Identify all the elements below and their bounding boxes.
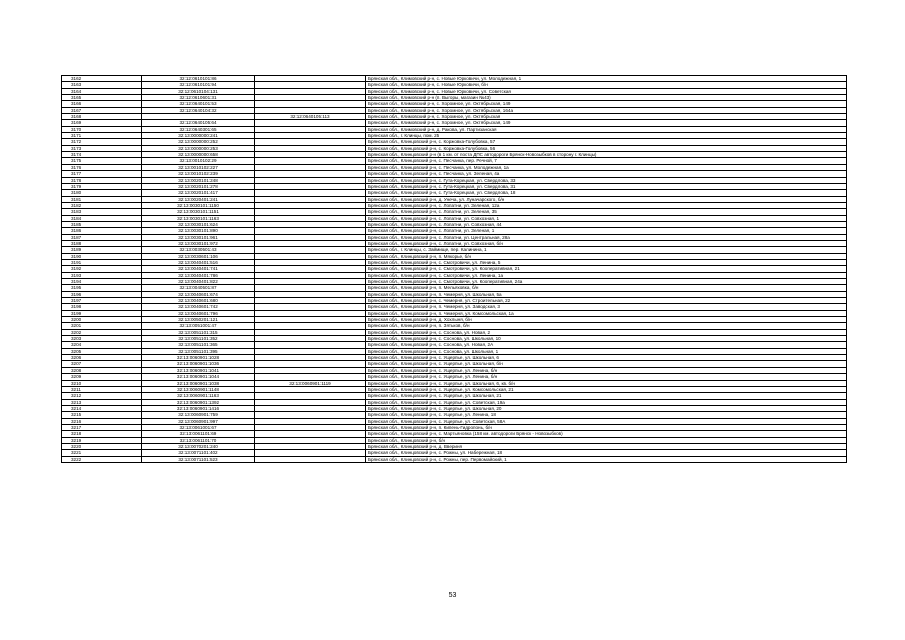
- cadastral-number-cell: 32:13:0030101:1163: [142, 215, 255, 221]
- address-cell: Брянская обл., Клинцовский р-н, п. Кипень-Гидропонь, б/н: [366, 424, 847, 430]
- address-cell: Брянская обл., Клинцовский р-н, п. Мякорье, б/н: [366, 253, 847, 259]
- row-index-cell: 3177: [62, 171, 142, 177]
- cadastral-number-cell: 32:13:0060901:1038: [142, 380, 255, 386]
- row-index-cell: 3172: [62, 139, 142, 145]
- row-index-cell: 3176: [62, 164, 142, 170]
- cadastral-number-cell: 32:13:0051101:315: [142, 329, 255, 335]
- row-index-cell: 3171: [62, 133, 142, 139]
- address-cell: Брянская обл., Клинцовский р-н, с. Ущерпье, ул. Советская, 58А: [366, 418, 847, 424]
- cadastral-number-cell: 32:13:0010102:239: [142, 171, 255, 177]
- cadastral-number-cell: 32:13:0051101:365: [142, 342, 255, 348]
- row-index-cell: 3163: [62, 82, 142, 88]
- row-index-cell: 3214: [62, 405, 142, 411]
- address-cell: Брянская обл., Клинцовский р-н, с. Ущерпье, ул. Ленина, б/н: [366, 367, 847, 373]
- cadastral-number-cell: 32:13:0030501:43: [142, 247, 255, 253]
- row-index-cell: 3212: [62, 393, 142, 399]
- cadastral-number-cell: 32:13:0020101:278: [142, 183, 255, 189]
- address-cell: Брянская обл., Клинцовский р-н, с. Гута-Корецкая, ул. Свердлова, 31: [366, 183, 847, 189]
- row-index-cell: 3207: [62, 361, 142, 367]
- cadastral-number-cell: 32:13:0020101:248: [142, 177, 255, 183]
- cadastral-number-cell: 32:13:0030101:961: [142, 234, 255, 240]
- row-index-cell: 3187: [62, 234, 142, 240]
- cadastral-number-cell: 32:13:0040601:796: [142, 310, 255, 316]
- address-cell: Брянская обл., Климовский р-н, с. Новые Юрковичи, б/н: [366, 82, 847, 88]
- address-cell: Брянская обл., г. Клинцы, с. Займище, пер. Калинина, 1: [366, 247, 847, 253]
- row-index-cell: 3191: [62, 259, 142, 265]
- row-index-cell: 3201: [62, 323, 142, 329]
- row-index-cell: 3195: [62, 285, 142, 291]
- row-index-cell: 3184: [62, 215, 142, 221]
- cadastral-number-cell: 32:13:0060901:997: [142, 418, 255, 424]
- address-cell: Брянская обл., Клинцовский р-н, с. Коржовка-Голубовка, 57: [366, 139, 847, 145]
- cadastral-number-cell: 32:13:0030101:1150: [142, 202, 255, 208]
- row-index-cell: 3189: [62, 247, 142, 253]
- cadastral-number-cell: 32:12:0610101:86: [142, 76, 255, 82]
- cadastral-number-cell: 32:13:0060901:1036: [142, 361, 255, 367]
- address-cell: Брянская обл., Клинцовский р-н, с. Песчанка, ул. Молодежная, 1а: [366, 164, 847, 170]
- row-index-cell: 3215: [62, 412, 142, 418]
- row-index-cell: 3183: [62, 209, 142, 215]
- cadastral-number-cell: 32:12:0640101:53: [142, 101, 255, 107]
- cadastral-number-cell: 32:13:0061101:70: [142, 437, 255, 443]
- secondary-cadastral-number-cell: 32:12:0640105:113: [255, 114, 366, 120]
- address-cell: Брянская обл., Клинцовский р-н, с. Рожны, пер. Первомайский, 1: [366, 456, 847, 462]
- row-index-cell: 3219: [62, 437, 142, 443]
- address-cell: Брянская обл., Клинцовский р-н, с. Гута-Корецкая, ул. Свердлова, 33: [366, 177, 847, 183]
- row-index-cell: 3217: [62, 424, 142, 430]
- row-index-cell: 3198: [62, 304, 142, 310]
- registry-table-body: [62, 76, 847, 463]
- secondary-cadastral-number-cell: [255, 456, 366, 462]
- address-cell: Брянская обл., Клинцовский р-н, с. Смотровичи, ул. Кооперативная, 21: [366, 266, 847, 272]
- cadastral-number-cell: 32:13:0030601:106: [142, 253, 255, 259]
- cadastral-number-cell: 32:12:0610101:94: [142, 82, 255, 88]
- address-cell: Брянская обл., Клинцовский р-н, с. Лопатни, ул. Зеленая, 35: [366, 209, 847, 215]
- address-cell: Брянская обл., Клинцовский р-н, с. Ущерпье, ул. Ленина, б/н: [366, 374, 847, 380]
- row-index-cell: 3218: [62, 431, 142, 437]
- address-cell: Брянская обл., Климовский р-н, с. Новые Юрковичи, ул. Советская: [366, 88, 847, 94]
- cadastral-number-cell: 32:13:0051101:352: [142, 336, 255, 342]
- row-index-cell: 3162: [62, 76, 142, 82]
- address-cell: Брянская обл., Климовский р-н, д. Ракова, ул. Партизанская: [366, 126, 847, 132]
- cadastral-number-cell: 32:13:0060901:1416: [142, 405, 255, 411]
- address-cell: Брянская обл., Клинцовский р-н, с. Рожны, ул. Набережная, 18: [366, 450, 847, 456]
- cadastral-number-cell: 32:13:0030101:1151: [142, 209, 255, 215]
- row-index-cell: 3186: [62, 228, 142, 234]
- address-cell: Брянская обл., Клинцовский р-н, с. Ущерпье, ул. Школьная, 20: [366, 405, 847, 411]
- row-index-cell: 3222: [62, 456, 142, 462]
- cadastral-number-cell: 32:13:0071101:402: [142, 450, 255, 456]
- cadastral-number-cell: 32:13:0010102:227: [142, 164, 255, 170]
- cadastral-number-cell: 32:13:0040601:742: [142, 304, 255, 310]
- address-cell: Брянская обл., Клинцовский р-н, с. Ущерпье, ул. Ленина, 18: [366, 412, 847, 418]
- row-index-cell: 3208: [62, 367, 142, 373]
- cadastral-number-cell: 32:13:0060901:1148: [142, 386, 255, 392]
- row-index-cell: 3194: [62, 279, 142, 285]
- cadastral-number-cell: 32:13:0040601:674: [142, 291, 255, 297]
- row-index-cell: 3173: [62, 145, 142, 151]
- row-index-cell: 3182: [62, 202, 142, 208]
- cadastral-number-cell: 32:13:0020101:417: [142, 190, 255, 196]
- address-cell: Брянская обл., Климовский р-н (п. Выгоры, магазин №43): [366, 95, 847, 101]
- row-index-cell: 3193: [62, 272, 142, 278]
- cadastral-number-cell: 32:13:0060901:1041: [142, 367, 255, 373]
- cadastral-number-cell: 32:13:0051001:47: [142, 323, 255, 329]
- row-index-cell: 3181: [62, 196, 142, 202]
- cadastral-number-cell: 32:13:0030101:972: [142, 240, 255, 246]
- address-cell: Брянская обл., Клинцовский р-н, д. Унеча, ул. Луначарского, б/н: [366, 196, 847, 202]
- address-cell: Брянская обл., Клинцовский р-н, с. Коржовка-Голубовка, 56: [366, 145, 847, 151]
- row-index-cell: 3205: [62, 348, 142, 354]
- row-index-cell: 3197: [62, 298, 142, 304]
- row-index-cell: 3221: [62, 450, 142, 456]
- row-index-cell: 3196: [62, 291, 142, 297]
- cadastral-number-cell: 32:13:0071101:523: [142, 456, 255, 462]
- table-row: [62, 456, 847, 462]
- cadastral-number-cell: 32:12:0640301:65: [142, 126, 255, 132]
- row-index-cell: 3164: [62, 88, 142, 94]
- address-cell: Брянская обл., Климовский р-н, с. Хоромное, ул. Октябрьская, 164а: [366, 107, 847, 113]
- address-cell: Брянская обл., Клинцовский р-н, с. Смотровичи, ул. Ленина, 5: [366, 259, 847, 265]
- address-cell: Брянская обл., Клинцовский р-н, п. Чемерня, ул. Заводская, 3: [366, 304, 847, 310]
- row-index-cell: 3203: [62, 336, 142, 342]
- cadastral-number-cell: 32:13:0060901:1028: [142, 355, 255, 361]
- registry-table: [61, 75, 847, 463]
- row-index-cell: 3211: [62, 386, 142, 392]
- cadastral-number-cell: 32:13:0050201:121: [142, 317, 255, 323]
- address-cell: Брянская обл., Клинцовский р-н, с. Лопатни, ул. Совхозная, б/н: [366, 240, 847, 246]
- cadastral-number-cell: 32:13:0061001:67: [142, 424, 255, 430]
- cadastral-number-cell: 32:13:0040401:786: [142, 272, 255, 278]
- address-cell: Брянская обл., Клинцовский р-н, с. Песчанка, ул. Зеленая, 4а: [366, 171, 847, 177]
- address-cell: Брянская обл., Клинцовский р-н, с. Мартьяновка (158 км. автодороги Брянск - Новозыбков): [366, 431, 847, 437]
- address-cell: Брянская обл., Климовский р-н, с. Хоромное, ул. Октябрьская, 149: [366, 101, 847, 107]
- cadastral-number-cell: 32:13:0030101:624: [142, 221, 255, 227]
- cadastral-number-cell: 32:12:0640104:32: [142, 107, 255, 113]
- row-index-cell: 3180: [62, 190, 142, 196]
- row-index-cell: 3185: [62, 221, 142, 227]
- address-cell: Брянская обл., Клинцовский р-н, с. Лопатни, ул. Совхозная, 1: [366, 215, 847, 221]
- row-index-cell: 3174: [62, 152, 142, 158]
- cadastral-number-cell: 32:13:0040401:822: [142, 279, 255, 285]
- page-number: 53: [448, 592, 457, 599]
- address-cell: Брянская обл., Клинцовский р-н, с. Ущерпье, ул. Школьная, 6: [366, 355, 847, 361]
- row-index-cell: 3175: [62, 158, 142, 164]
- address-cell: Брянская обл., Клинцовский р-н, с. Соснова, ул. Школьная, 10: [366, 336, 847, 342]
- address-cell: Брянская обл., Клинцовский р-н, с. Гута-Корецкая, ул. Свердлова, 18: [366, 190, 847, 196]
- address-cell: Брянская обл., г. Клинцы, пом. 25: [366, 133, 847, 139]
- row-index-cell: 3178: [62, 177, 142, 183]
- address-cell: Брянская обл., Клинцовский р-н, п. Чемерня, ул. Комсомольская, 1а: [366, 310, 847, 316]
- cadastral-number-cell: 32:13:0060901:1044: [142, 374, 255, 380]
- address-cell: Брянская обл., Клинцовский р-н, с. Смотровичи, ул. Ленина, 1а: [366, 272, 847, 278]
- address-cell: Брянская обл., Клинцовский р-н, с. Песчанка, пер. Речной, 7: [366, 158, 847, 164]
- row-index-cell: 3169: [62, 120, 142, 126]
- row-index-cell: 3179: [62, 183, 142, 189]
- cadastral-number-cell: 32:13:0010102:29: [142, 158, 255, 164]
- address-cell: Брянская обл., Клинцовский р-н, п. Чемерня, ул. Школьная, 5а: [366, 291, 847, 297]
- secondary-cadastral-number-cell: 32:13:0060901:1119: [255, 380, 366, 386]
- address-cell: Брянская обл., Клинцовский р-н (в 1 км. от поста ДПС автодороги Брянск-Новозыбков в сторону г. Клинцы): [366, 152, 847, 158]
- cadastral-number-cell: 32:13:0020401:241: [142, 196, 255, 202]
- address-cell: Брянская обл., Климовский р-н, с. Хоромное, ул. Октябрьская: [366, 114, 847, 120]
- row-index-cell: 3168: [62, 114, 142, 120]
- address-cell: Брянская обл., Клинцовский р-н, с. Ущерпье, ул. Школьная, 21: [366, 393, 847, 399]
- row-index-cell: 3209: [62, 374, 142, 380]
- cadastral-number-cell: 32:13:0051101:395: [142, 348, 255, 354]
- cadastral-number-cell: 32:13:0000000:253: [142, 145, 255, 151]
- row-index-cell: 3192: [62, 266, 142, 272]
- cadastral-number-cell: 32:13:0070201:240: [142, 443, 255, 449]
- row-index-cell: 3210: [62, 380, 142, 386]
- address-cell: Брянская обл., Клинцовский р-н, п. Мельяховка, б/н: [366, 285, 847, 291]
- row-index-cell: 3206: [62, 355, 142, 361]
- cadastral-number-cell: 32:13:0040401:516: [142, 259, 255, 265]
- cadastral-number-cell: 32:13:0060901:1392: [142, 399, 255, 405]
- address-cell: Брянская обл., Клинцовский р-н, б/н: [366, 437, 847, 443]
- row-index-cell: 3200: [62, 317, 142, 323]
- row-index-cell: 3202: [62, 329, 142, 335]
- cadastral-number-cell: 32:13:0040601:680: [142, 298, 255, 304]
- address-cell: Брянская обл., Клинцовский р-н, с. Ущерпье, ул. Советская, 19а: [366, 399, 847, 405]
- address-cell: Брянская обл., Клинцовский р-н, с. Чемерня, ул. Строительная, 22: [366, 298, 847, 304]
- address-cell: Брянская обл., Климовский р-н, с. Хоромное, ул. Октябрьская, 149: [366, 120, 847, 126]
- address-cell: Брянская обл., Климовский р-н, с. Новые Юрковичи, ул. Молодежная, 1: [366, 76, 847, 82]
- cadastral-number-cell: 32:12:0610601:31: [142, 95, 255, 101]
- cadastral-number-cell: 32:13:0040501:87: [142, 285, 255, 291]
- cadastral-number-cell: 32:12:0610104:131: [142, 88, 255, 94]
- row-index-cell: 3166: [62, 101, 142, 107]
- address-cell: Брянская обл., Клинцовский р-н, с. Ущерпье, ул. Комсомольская, 21: [366, 386, 847, 392]
- row-index-cell: 3190: [62, 253, 142, 259]
- address-cell: Брянская обл., Клинцовский р-н, д. Хохлыня, б/н: [366, 317, 847, 323]
- address-cell: Брянская обл., Клинцовский р-н, с. Соснова, ул. Новая, 2А: [366, 342, 847, 348]
- address-cell: Брянская обл., Клинцовский р-н, с. Лопатни, ул. Зеленая, 1: [366, 228, 847, 234]
- address-cell: Брянская обл., Клинцовский р-н, с. Смотровичи, ул. Кооперативная, 24а: [366, 279, 847, 285]
- row-index-cell: 3188: [62, 240, 142, 246]
- address-cell: Брянская обл., Клинцовский р-н, п. Зятьков, б/н: [366, 323, 847, 329]
- cadastral-number-cell: 32:13:0000000:252: [142, 139, 255, 145]
- row-index-cell: 3220: [62, 443, 142, 449]
- cadastral-number-cell: 32:13:0060901:1163: [142, 393, 255, 399]
- address-cell: Брянская обл., Клинцовский р-н, с. Ущерпье, ул. Школьная, 6, кв. б/н: [366, 380, 847, 386]
- cadastral-number-cell: 32:13:0030101:890: [142, 228, 255, 234]
- address-cell: Брянская обл., Клинцовский р-н, с. Лопатни, ул. Центральная, 28а: [366, 234, 847, 240]
- row-index-cell: 3170: [62, 126, 142, 132]
- cadastral-number-cell: 32:12:0640105:64: [142, 120, 255, 126]
- address-cell: Брянская обл., Клинцовский р-н, с. Лопатни, ул. Совхозная, 44: [366, 221, 847, 227]
- address-cell: Брянская обл., Клинцовский р-н, с. Ущерпье, ул. Школьная, б/н: [366, 361, 847, 367]
- cadastral-number-cell: 32:13:0061101:69: [142, 431, 255, 437]
- address-cell: Брянская обл., Клинцовский р-н, с. Соснова, ул. Новая, 2: [366, 329, 847, 335]
- address-cell: Брянская обл., Клинцовский р-н, с. Соснова, ул. Школьная, 1: [366, 348, 847, 354]
- row-index-cell: 3213: [62, 399, 142, 405]
- cadastral-number-cell: 32:13:0000000:658: [142, 152, 255, 158]
- row-index-cell: 3199: [62, 310, 142, 316]
- row-index-cell: 3204: [62, 342, 142, 348]
- cadastral-number-cell: 32:13:0060901:759: [142, 412, 255, 418]
- row-index-cell: 3216: [62, 418, 142, 424]
- cadastral-number-cell: 32:13:0040401:741: [142, 266, 255, 272]
- cadastral-number-cell: 32:13:0000000:241: [142, 133, 255, 139]
- row-index-cell: 3165: [62, 95, 142, 101]
- address-cell: Брянская обл., Клинцовский р-н, с. Лопатни, ул. Зеленая, 12а: [366, 202, 847, 208]
- address-cell: Брянская обл., Клинцовский р-н, д. Ввериня: [366, 443, 847, 449]
- row-index-cell: 3167: [62, 107, 142, 113]
